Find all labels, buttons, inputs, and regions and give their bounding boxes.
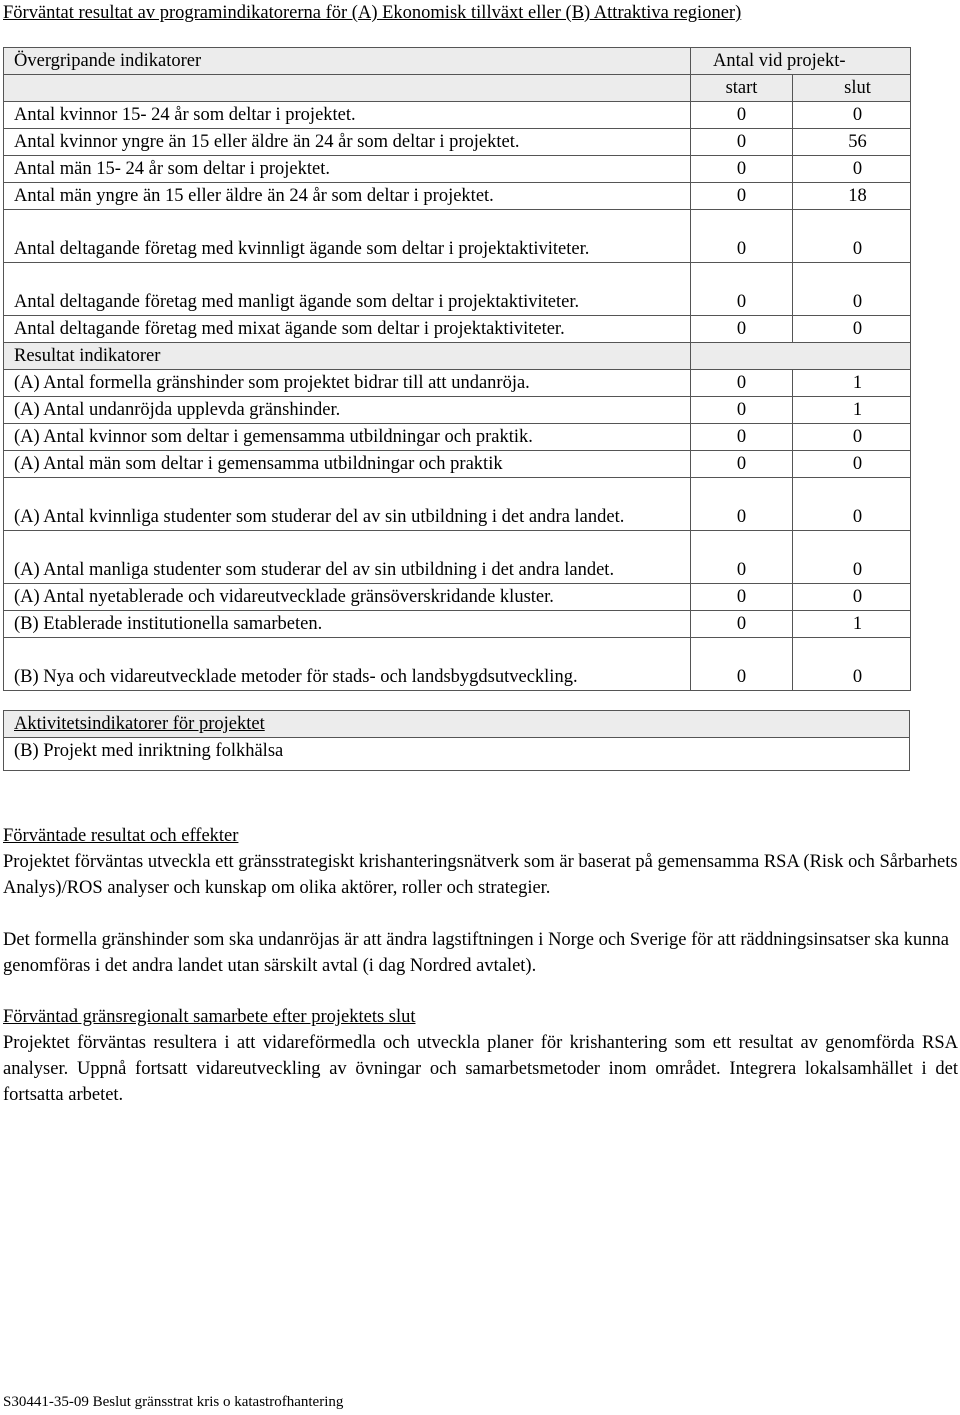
result-header-blank xyxy=(691,343,911,370)
result-section-row xyxy=(4,343,911,370)
expected-results-paragraph-1: Projektet förväntas utveckla ett gränsstrategiskt krishanteringsnätverk som är baserat på gemensamma RSA (Risk och Sårbarhets Analys)/ROS analyser och kunskap om olika aktörer, roller och strategier. xyxy=(3,852,958,898)
value-end: 0 xyxy=(793,156,911,183)
table-row xyxy=(4,210,911,263)
indicator-label: (A) Antal manliga studenter som studerar del av sin utbildning i det andra landet. xyxy=(4,531,691,584)
value-start: 0 xyxy=(691,584,793,611)
value-start: 0 xyxy=(691,129,793,156)
header-count-at-project: Antal vid projekt- xyxy=(691,48,911,75)
value-end: 0 xyxy=(793,638,911,691)
value-start: 0 xyxy=(691,531,793,584)
indicator-label: Antal kvinnor 15- 24 år som deltar i projektet. xyxy=(4,102,691,129)
result-indicators-header: Resultat indikatorer xyxy=(4,343,691,370)
indicator-label: (A) Antal nyetablerade och vidareutvecklade gränsöverskridande kluster. xyxy=(4,584,691,611)
table-row xyxy=(4,531,911,584)
table-row xyxy=(4,263,911,316)
value-end: 0 xyxy=(793,531,911,584)
table-header-row xyxy=(4,48,911,75)
value-start: 0 xyxy=(691,611,793,638)
value-start: 0 xyxy=(691,263,793,316)
header-end: slut xyxy=(793,75,911,102)
value-end: 0 xyxy=(793,424,911,451)
indicator-label: (B) Nya och vidareutvecklade metoder för stads- och landsbygdsutveckling. xyxy=(4,638,691,691)
indicator-label: Antal deltagande företag med manligt ägande som deltar i projektaktiviteter. xyxy=(4,263,691,316)
table-row xyxy=(4,129,911,156)
value-start: 0 xyxy=(691,424,793,451)
table-row xyxy=(4,478,911,531)
value-start: 0 xyxy=(691,638,793,691)
document-footer: S30441-35-09 Beslut gränsstrat kris o katastrofhantering xyxy=(3,1394,344,1410)
value-start: 0 xyxy=(691,156,793,183)
value-start: 0 xyxy=(691,210,793,263)
value-end: 0 xyxy=(793,263,911,316)
value-end: 1 xyxy=(793,611,911,638)
header-blank-cell xyxy=(4,75,691,102)
value-start: 0 xyxy=(691,102,793,129)
indicator-label: (A) Antal undanröjda upplevda gränshinder. xyxy=(4,397,691,424)
table-row xyxy=(4,424,911,451)
indicator-label: Antal kvinnor yngre än 15 eller äldre än 24 år som deltar i projektet. xyxy=(4,129,691,156)
indicator-label: (B) Etablerade institutionella samarbeten. xyxy=(4,611,691,638)
table-row xyxy=(4,451,911,478)
value-start: 0 xyxy=(691,478,793,531)
value-end: 56 xyxy=(793,129,911,156)
table-row xyxy=(4,397,911,424)
indicator-label: Antal män 15- 24 år som deltar i projektet. xyxy=(4,156,691,183)
header-overall-indicators: Övergripande indikatorer xyxy=(4,48,691,75)
indicator-label: (A) Antal formella gränshinder som projektet bidrar till att undanröja. xyxy=(4,370,691,397)
indicator-label: (A) Antal män som deltar i gemensamma utbildningar och praktik xyxy=(4,451,691,478)
activity-row-text: (B) Projekt med inriktning folkhälsa xyxy=(4,738,910,771)
table-row xyxy=(4,370,911,397)
activity-row xyxy=(4,738,910,771)
value-end: 1 xyxy=(793,397,911,424)
value-start: 0 xyxy=(691,397,793,424)
value-end: 0 xyxy=(793,210,911,263)
table-subheader-row xyxy=(4,75,911,102)
indicator-label: Antal deltagande företag med kvinnligt ägande som deltar i projektaktiviteter. xyxy=(4,210,691,263)
page-title: Förväntat resultat av programindikatorerna för (A) Ekonomisk tillväxt eller (B) Attraktiva regioner) xyxy=(3,3,742,23)
header-start: start xyxy=(691,75,793,102)
activity-header-row xyxy=(4,711,910,738)
expected-results-heading: Förväntade resultat och effekter xyxy=(3,826,239,846)
activity-indicators-header xyxy=(4,711,910,738)
value-end: 0 xyxy=(793,584,911,611)
value-end: 18 xyxy=(793,183,911,210)
value-start: 0 xyxy=(691,183,793,210)
indicator-label: (A) Antal kvinnliga studenter som studerar del av sin utbildning i det andra landet. xyxy=(4,478,691,531)
table-row xyxy=(4,156,911,183)
value-start: 0 xyxy=(691,370,793,397)
indicator-table xyxy=(3,47,911,691)
value-end: 1 xyxy=(793,370,911,397)
table-row xyxy=(4,102,911,129)
table-row xyxy=(4,183,911,210)
activity-indicators-header-text: Aktivitetsindikatorer för projektet xyxy=(14,714,265,734)
indicator-label: (A) Antal kvinnor som deltar i gemensamma utbildningar och praktik. xyxy=(4,424,691,451)
cross-border-heading: Förväntad gränsregionalt samarbete efter projektets slut xyxy=(3,1007,416,1027)
value-start: 0 xyxy=(691,316,793,343)
expected-results-paragraph-2: Det formella gränshinder som ska undanröjas är att ändra lagstiftningen i Norge och Sverige för att räddningsinsatser ska kunna genomföras i det andra landet utan särskilt avtal (i dag Nordred avtalet). xyxy=(3,930,949,976)
indicator-label: Antal deltagande företag med mixat ägande som deltar i projektaktiviteter. xyxy=(4,316,691,343)
indicator-label: Antal män yngre än 15 eller äldre än 24 år som deltar i projektet. xyxy=(4,183,691,210)
value-end: 0 xyxy=(793,451,911,478)
table-row xyxy=(4,316,911,343)
value-end: 0 xyxy=(793,102,911,129)
value-end: 0 xyxy=(793,478,911,531)
table-row xyxy=(4,584,911,611)
cross-border-paragraph: Projektet förväntas resultera i att vidareförmedla och utveckla planer för krishantering som ett resultat av genomförda RSA analyser. Uppnå fortsatt vidareutveckling av övningar och samarbetsmetoder inom området. Integrera lokalsamhället i det fortsatta arbetet. xyxy=(3,1033,958,1105)
activity-indicator-table xyxy=(3,710,910,771)
value-start: 0 xyxy=(691,451,793,478)
table-row xyxy=(4,611,911,638)
table-row xyxy=(4,638,911,691)
value-end: 0 xyxy=(793,316,911,343)
